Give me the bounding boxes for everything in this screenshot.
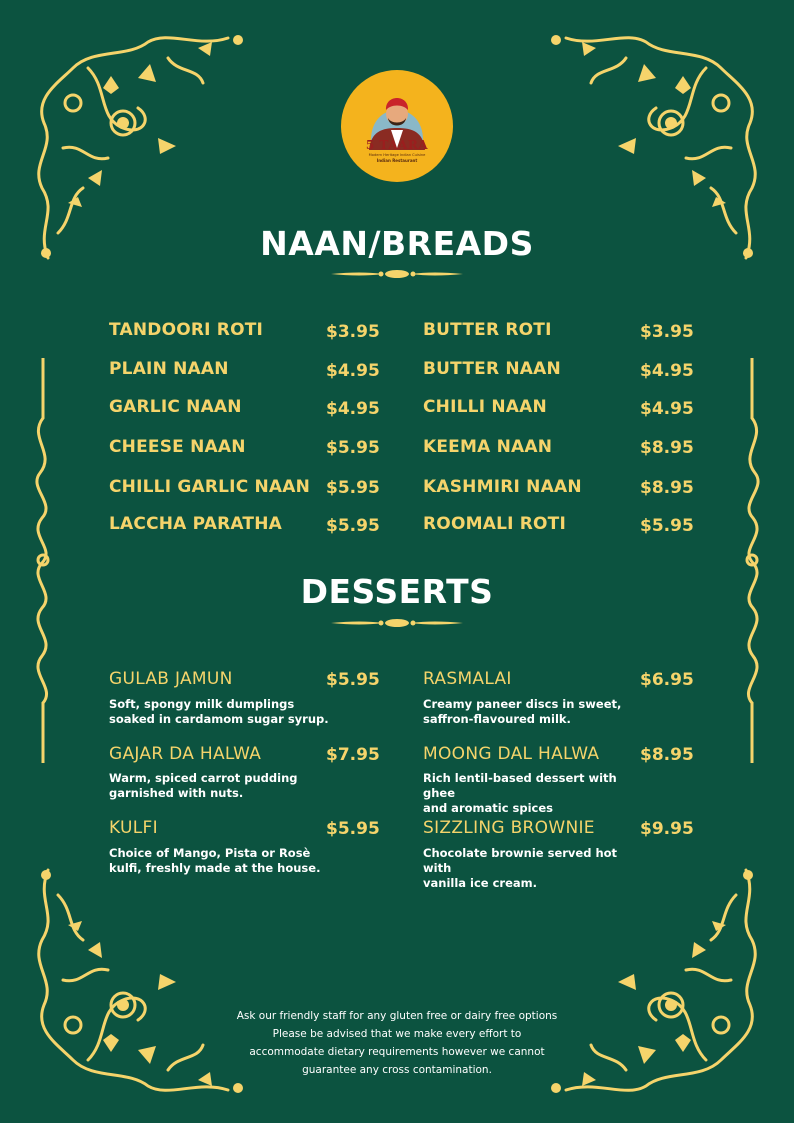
- logo-tagline: Modern Heritage Indian Cuisine: [368, 153, 426, 157]
- bread-name: GARLIC NAAN: [109, 397, 242, 417]
- dessert-price: $9.95: [640, 819, 694, 839]
- bread-name: TANDOORI ROTI: [109, 320, 264, 340]
- dessert-description: Rich lentil-based dessert with ghee and aromatic spices: [423, 771, 617, 815]
- bread-price: $5.95: [640, 516, 694, 536]
- footer-line: Please be advised that we make every effort to: [272, 1028, 522, 1040]
- bread-name: ROOMALI ROTI: [423, 514, 567, 534]
- bread-name: CHEESE NAAN: [109, 437, 246, 457]
- bread-price: $4.95: [640, 361, 694, 381]
- bread-name: CHILLI NAAN: [423, 397, 547, 417]
- dessert-price: $5.95: [326, 819, 380, 839]
- logo-name: 5 TAARA: [365, 138, 429, 152]
- desserts-heading: DESSERTS: [300, 572, 494, 611]
- bread-price: $8.95: [640, 438, 694, 458]
- side-border-ornament-right: [737, 358, 767, 763]
- bread-price: $4.95: [326, 399, 380, 419]
- dessert-name: SIZZLING BROWNIE: [423, 818, 595, 838]
- bread-name: LACCHA PARATHA: [109, 514, 283, 534]
- bread-price: $3.95: [640, 322, 694, 342]
- dessert-price: $5.95: [326, 670, 380, 690]
- bread-name: CHILLI GARLIC NAAN: [109, 477, 311, 497]
- bread-name: KASHMIRI NAAN: [423, 477, 582, 497]
- dessert-description: Choice of Mango, Pista or Rosè kulfi, freshly made at the house.: [109, 846, 321, 875]
- dessert-name: GULAB JAMUN: [109, 669, 233, 689]
- dessert-description: Soft, spongy milk dumplings soaked in cardamom sugar syrup.: [109, 697, 329, 726]
- side-border-ornament-left: [28, 358, 58, 763]
- bread-name: KEEMA NAAN: [423, 437, 553, 457]
- dessert-price: $6.95: [640, 670, 694, 690]
- bread-price: $5.95: [326, 478, 380, 498]
- breads-heading: NAAN/BREADS: [260, 224, 534, 263]
- section-divider: [331, 269, 463, 279]
- bread-price: $3.95: [326, 322, 380, 342]
- dessert-price: $7.95: [326, 745, 380, 765]
- bread-price: $5.95: [326, 438, 380, 458]
- bread-price: $8.95: [640, 478, 694, 498]
- section-divider: [331, 618, 463, 628]
- chef-portrait-icon: [341, 70, 453, 182]
- bread-price: $4.95: [640, 399, 694, 419]
- logo-subtitle: Indian Restaurant: [376, 158, 418, 163]
- dessert-description: Warm, spiced carrot pudding garnished with nuts.: [109, 771, 298, 800]
- bread-price: $4.95: [326, 361, 380, 381]
- dessert-description: Chocolate brownie served hot with vanilla ice cream.: [423, 846, 618, 890]
- restaurant-logo: [341, 70, 453, 182]
- bread-name: BUTTER NAAN: [423, 359, 561, 379]
- dessert-name: RASMALAI: [423, 669, 512, 689]
- dietary-notice: [197, 1007, 597, 1079]
- dessert-name: MOONG DAL HALWA: [423, 744, 600, 764]
- bread-name: BUTTER ROTI: [423, 320, 552, 340]
- footer-line: Ask our friendly staff for any gluten free or dairy free options: [236, 1010, 558, 1022]
- dessert-name: KULFI: [109, 818, 158, 838]
- bread-name: PLAIN NAAN: [109, 359, 229, 379]
- dessert-name: GAJAR DA HALWA: [109, 744, 262, 764]
- footer-line: accommodate dietary requirements however we cannot: [249, 1046, 545, 1058]
- footer-line: guarantee any cross contamination.: [302, 1064, 492, 1076]
- dessert-description: Creamy paneer discs in sweet, saffron-flavoured milk.: [423, 697, 622, 726]
- bread-price: $5.95: [326, 516, 380, 536]
- dessert-price: $8.95: [640, 745, 694, 765]
